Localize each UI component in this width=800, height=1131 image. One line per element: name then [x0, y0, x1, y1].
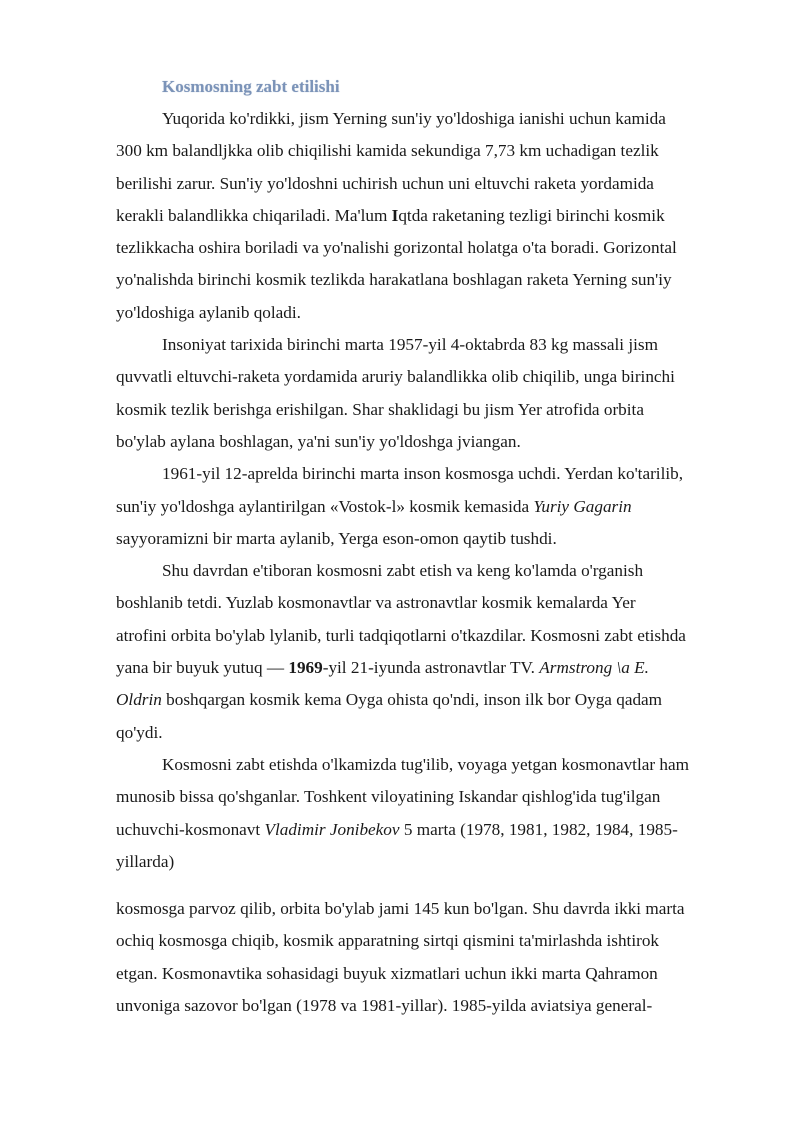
- paragraph-4-line: [116, 684, 746, 716]
- text-run: boshqargan kosmik kema Oyga ohista qo'ndi, inson ilk bor Oyga qadam: [161, 690, 663, 710]
- paragraph-6-line: ochiq kosmosga chiqib, kosmik apparatning sirtqi qismini ta'mirlashda ishtirok: [116, 931, 660, 951]
- italic-name-run: Oldrin: [116, 690, 162, 710]
- paragraph-2-line: quvvatli eltuvchi-raketa yordamida aruriy balandlikka olib chiqilib, unga birinchi: [116, 367, 675, 387]
- paragraph-1-line: yo'nalishda birinchi kosmik tezlikda harakatlana boshlagan raketa Yerning sun'iy: [116, 270, 672, 290]
- paragraph-1-line: Yuqorida ko'rdikki, jism Yerning sun'iy yo'ldoshiga ianishi uchun kamida: [162, 109, 666, 128]
- section-heading: Kosmosning zabt etilishi: [162, 77, 340, 96]
- paragraph-5-line: yillarda): [116, 851, 175, 871]
- paragraph-1-line: tezlikkacha oshira boriladi va yo'nalishi gorizontal holatga o'ta boradi. Gorizontal: [116, 238, 677, 258]
- body-text-main: [116, 103, 746, 878]
- paragraph-6-line: etgan. Kosmonavtika sohasidagi buyuk xizmatlari uchun ikki marta Qahramon: [116, 963, 658, 983]
- paragraph-1-line: yo'ldoshiga aylanib qoladi.: [116, 302, 301, 322]
- paragraph-1-line: [116, 200, 746, 232]
- paragraph-5-line: Kosmosni zabt etishda o'lkamizda tug'ilib, voyaga yetgan kosmonavtlar ham: [162, 754, 689, 774]
- italic-name-run: Yuriy Gagarin: [533, 496, 632, 516]
- paragraph-4-line: boshlanib tetdi. Yuzlab kosmonavtlar va astronavtlar kosmik kemalarda Yer: [116, 593, 636, 613]
- paragraph-1-line: berilishi zarur. Sun'iy yo'ldoshni uchirish uchun uni eltuvchi raketa yordamida: [116, 173, 654, 193]
- paragraph-6-line: unvoniga sazovor bo'lgan (1978 va 1981-yillar). 1985-yilda aviatsiya general-: [116, 995, 653, 1015]
- paragraph-3-line: sayyoramizni bir marta aylanib, Yerga eson-omon qaytib tushdi.: [116, 528, 557, 548]
- text-run: yana bir buyuk yutuq —: [116, 658, 289, 678]
- paragraph-6-line: kosmosga parvoz qilib, orbita bo'ylab jami 145 kun bo'lgan. Shu davrda ikki marta: [116, 899, 685, 918]
- paragraph-4-line: Shu davrdan e'tiboran kosmosni zabt etish va keng ko'lamda o'rganish: [162, 561, 644, 581]
- text-run: qtda raketaning tezligi birinchi kosmik: [398, 205, 665, 225]
- paragraph-5-line: [116, 814, 746, 846]
- text-run: kerakli balandlikka chiqariladi. Ma'lum: [116, 205, 392, 225]
- paragraph-3-line: [116, 491, 746, 523]
- paragraph-3-line: 1961-yil 12-aprelda birinchi marta inson kosmosga uchdi. Yerdan ko'tarilib,: [162, 464, 684, 484]
- paragraph-1-line: 300 km balandljkka olib chiqilishi kamida sekundiga 7,73 km uchadigan tezlik: [116, 141, 659, 161]
- paragraph-5-line: munosib bissa qo'shganlar. Toshkent viloyatining Iskandar qishlog'ida tug'ilgan: [116, 787, 661, 807]
- paragraph-4-line: qo'ydi.: [116, 722, 163, 742]
- paragraph-4-line: atrofini orbita bo'ylab lylanib, turli tadqiqotlarni o'tkazdilar. Kosmosni zabt etishda: [116, 625, 686, 645]
- text-run: 5 marta (1978, 1981, 1982, 1984, 1985-: [399, 819, 678, 839]
- text-run: -yil 21-iyunda astronavtlar TV.: [322, 658, 540, 678]
- text-run: sun'iy yo'ldoshga aylantirilgan «Vostok-l» kosmik kemasida: [116, 496, 534, 516]
- paragraph-2-line: Insoniyat tarixida birinchi marta 1957-yil 4-oktabrda 83 kg massali jism: [162, 335, 658, 355]
- text-run: uchuvchi-kosmonavt: [116, 819, 265, 839]
- italic-name-run: Vladimir Jonibekov: [264, 819, 400, 839]
- paragraph-2-line: bo'ylab aylana boshlagan, ya'ni sun'iy yo'ldoshga jviangan.: [116, 431, 521, 451]
- body-text-continuation: [116, 893, 746, 1022]
- paragraph-4-line: [116, 652, 746, 684]
- bold-text-run: I: [391, 205, 399, 225]
- italic-name-run: Armstrong \a E.: [539, 658, 649, 678]
- bold-year-run: 1969: [288, 658, 323, 678]
- paragraph-2-line: kosmik tezlik berishga erishilgan. Shar shaklidagi bu jism Yer atrofida orbita: [116, 399, 644, 419]
